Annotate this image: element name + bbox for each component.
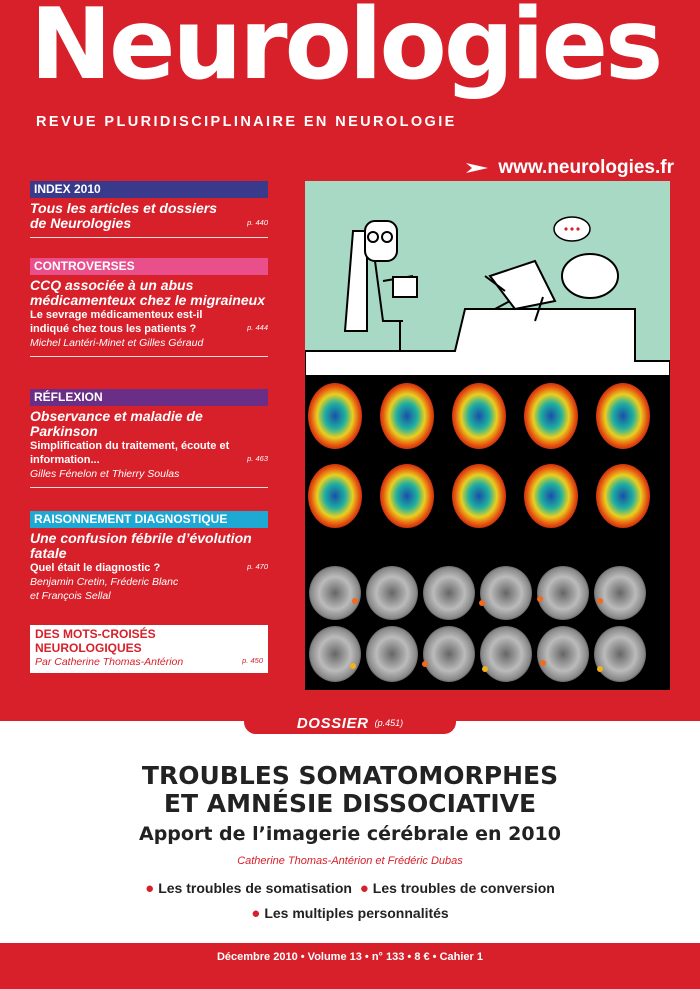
- magazine-title: Neurologies: [30, 0, 661, 102]
- article-title[interactable]: Une confusion fébrile d’évolution fatale: [30, 530, 252, 561]
- website-url: www.neurologies.fr: [498, 157, 674, 178]
- article-title[interactable]: Observance et maladie de Parkinson: [30, 408, 203, 439]
- section-raisonnement: [30, 511, 268, 603]
- bullet-icon: ●: [145, 880, 155, 897]
- section-controverses: [30, 258, 268, 357]
- crossword-box[interactable]: [30, 625, 268, 673]
- divider: [30, 487, 268, 488]
- dossier-panel: [0, 714, 700, 943]
- dossier-label: DOSSIER: [296, 714, 369, 732]
- article-authors-line-1: Benjamin Cretin, Fréderic Blanc: [30, 576, 179, 588]
- section-reflexion: [30, 389, 268, 488]
- section-header: INDEX 2010: [30, 181, 268, 198]
- dossier-authors: Catherine Thomas-Antérion et Frédéric Dubas: [237, 855, 463, 867]
- article-title[interactable]: CCQ associée à un abus médicamenteux chez le migraineux: [30, 277, 265, 308]
- article-subtitle-text: Simplification du traitement, écoute et information...: [30, 440, 230, 466]
- dossier-headline-line-1: TROUBLES SOMATOMORPHES: [141, 761, 559, 790]
- article-authors: Michel Lantéri-Minet et Gilles Géraud: [30, 337, 204, 349]
- issue-info: Décembre 2010 • Volume 13 • n° 133 • 8 € • Cahier 1: [216, 951, 483, 963]
- section-index: [30, 181, 268, 238]
- dossier-headline-line-2: ET AMNÉSIE DISSOCIATIVE: [163, 789, 537, 818]
- topics-line-2: [0, 901, 700, 926]
- article-subtitle: [30, 308, 268, 336]
- dossier-headline-line-3: Apport de l’imagerie cérébrale en 2010: [139, 823, 561, 845]
- section-header: RÉFLEXION: [30, 389, 268, 406]
- page-number: p. 444: [247, 323, 268, 332]
- crossword-title-line-2: NEUROLOGIQUES: [35, 641, 142, 655]
- magazine-subtitle: REVUE PLURIDISCIPLINAIRE EN NEUROLOGIE: [36, 114, 457, 130]
- article-title-text: Tous les articles et dossiers de Neurologies: [30, 200, 218, 231]
- dossier-topics: [0, 876, 700, 926]
- topic-item: Les troubles de conversion: [372, 880, 555, 896]
- article-subtitle: [30, 561, 268, 575]
- page-number: p. 440: [247, 218, 268, 227]
- page-number: p. 470: [247, 562, 268, 571]
- website-link[interactable]: [466, 157, 674, 179]
- article-title[interactable]: [30, 201, 268, 231]
- divider: [30, 356, 268, 357]
- crossword-title-line-1: DES MOTS-CROISÉS: [35, 627, 156, 641]
- speech-bubble: [554, 217, 590, 241]
- topics-line-1: [0, 876, 700, 901]
- cover-illustration: [305, 181, 670, 690]
- dossier-page: (p.451): [374, 718, 404, 728]
- section-header: RAISONNEMENT DIAGNOSTIQUE: [30, 511, 268, 528]
- arrow-icon: [466, 161, 488, 175]
- masthead: [0, 0, 700, 140]
- section-header: CONTROVERSES: [30, 258, 268, 275]
- article-subtitle-text: Quel était le diagnostic ?: [30, 562, 161, 574]
- dossier-tab: [244, 712, 456, 734]
- bullet-icon: ●: [251, 905, 261, 922]
- page-number: p. 463: [247, 454, 268, 463]
- bullet-icon: ●: [359, 880, 369, 897]
- illustration-svg: [305, 181, 670, 690]
- divider: [30, 237, 268, 238]
- topic-item: Les troubles de somatisation: [158, 880, 352, 896]
- crossword-author: [35, 655, 263, 669]
- article-authors-line-2: et François Sellal: [30, 590, 111, 602]
- topic-item: Les multiples personnalités: [264, 905, 449, 921]
- crossword-author-text: Par Catherine Thomas-Antérion: [35, 656, 184, 668]
- page-number: p. 450: [242, 656, 263, 665]
- article-authors: Gilles Fénelon et Thierry Soulas: [30, 468, 180, 480]
- article-subtitle: [30, 439, 268, 467]
- article-subtitle-text: Le sevrage médicamenteux est-il indiqué chez tous les patients ?: [30, 309, 203, 335]
